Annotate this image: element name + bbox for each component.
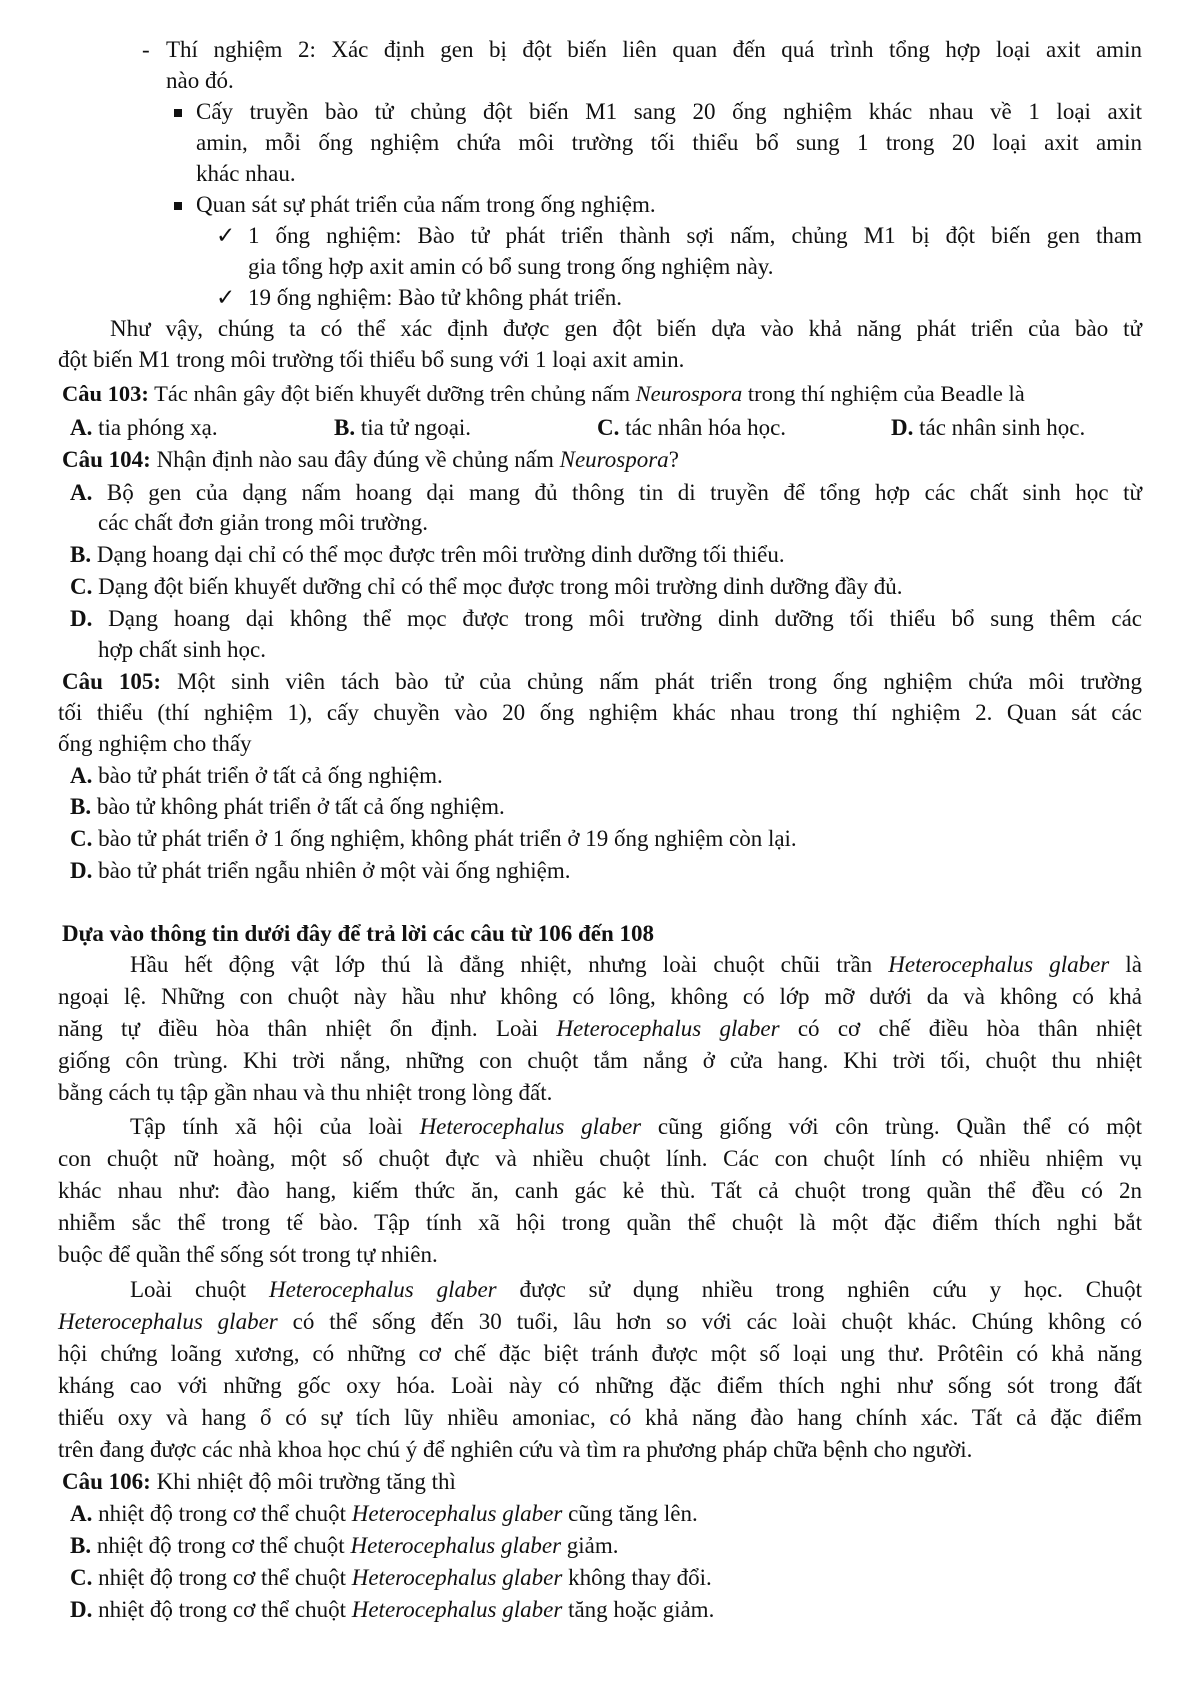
passage-p1-line1: Hầu hết động vật lớp thú là đẳng nhiệt, nhưng loài chuột chũi trần Heterocephalus glaber là <box>130 952 1142 977</box>
square-bullet-icon <box>174 109 182 117</box>
question-104: Câu 104: Nhận định nào sau đây đúng về chủng nấm Neurospora? <box>62 447 679 472</box>
q104-option-a-line2: các chất đơn giản trong môi trường. <box>98 510 428 535</box>
conclusion-line1: Như vậy, chúng ta có thể xác định được gen đột biến dựa vào khả năng phát triển của bào tử <box>110 316 1142 341</box>
q105-option-c: C. bào tử phát triển ở 1 ống nghiệm, không phát triển ở 19 ống nghiệm còn lại. <box>70 826 797 851</box>
bullet1-line2: amin, mỗi ống nghiệm chứa môi trường tối thiểu bổ sung 1 trong 20 loại axit amin <box>196 130 1142 155</box>
passage-p2-line2: con chuột nữ hoàng, một số chuột đực và nhiều chuột lính. Các con chuột lính có nhiều nhiệm vụ <box>58 1146 1142 1171</box>
passage-p1-line3: năng tự điều hòa thân nhiệt ổn định. Loài Heterocephalus glaber có cơ chế điều hòa thân nhiệt <box>58 1016 1142 1041</box>
passage-p3-line4: kháng cao với những gốc oxy hóa. Loài này có những đặc điểm thích nghi như sống sót trong đất <box>58 1373 1142 1398</box>
question-105-line2: tối thiểu (thí nghiệm 1), cấy chuyền vào 20 ống nghiệm khác nhau trong thí nghiệm 2. Quan sát các <box>58 700 1142 725</box>
passage-p3-line2: Heterocephalus glaber có thể sống đến 30 tuổi, lâu hơn so với các loài chuột khác. Chúng không có <box>58 1309 1142 1334</box>
bullet1-line3: khác nhau. <box>196 161 296 186</box>
question-105-line1: Câu 105: Một sinh viên tách bào tử của chủng nấm phát triển trong ống nghiệm chứa môi trường <box>62 669 1142 694</box>
check2-line: 19 ống nghiệm: Bào tử không phát triển. <box>248 285 623 310</box>
experiment2-line2: nào đó. <box>166 68 234 93</box>
passage-p1-line2: ngoại lệ. Những con chuột này hầu như không có lông, không có lớp mỡ dưới da và không có khả <box>58 984 1142 1009</box>
passage-p3-line6: trên đang được các nhà khoa học chú ý để nghiên cứu và tìm ra phương pháp chữa bệnh cho người. <box>58 1437 973 1462</box>
passage-p2-line4: nhiễm sắc thể trong tế bào. Tập tính xã hội trong quần thể chuột là một đặc điểm thích nghi bắt <box>58 1210 1142 1235</box>
bullet2-line: Quan sát sự phát triển của nấm trong ống nghiệm. <box>196 192 656 217</box>
q106-option-d: D. nhiệt độ trong cơ thể chuột Heterocephalus glaber tăng hoặc giảm. <box>70 1597 715 1622</box>
q105-option-a: A. bào tử phát triển ở tất cả ống nghiệm. <box>70 763 443 788</box>
check1-line1: 1 ống nghiệm: Bào tử phát triển thành sợi nấm, chủng M1 bị đột biến gen tham <box>248 223 1142 248</box>
checkmark-icon: ✓ <box>216 223 236 248</box>
q104-option-c: C. Dạng đột biến khuyết dưỡng chỉ có thể mọc được trong môi trường dinh dưỡng đầy đủ. <box>70 574 903 599</box>
square-bullet-icon <box>174 202 182 210</box>
question-106: Câu 106: Khi nhiệt độ môi trường tăng thì <box>62 1469 456 1494</box>
q103-option-d: D. tác nhân sinh học. <box>891 415 1086 440</box>
passage-p3-line1: Loài chuột Heterocephalus glaber được sử dụng nhiều trong nghiên cứu y học. Chuột <box>130 1277 1142 1302</box>
passage-p2-line3: khác nhau như: đào hang, kiếm thức ăn, canh gác kẻ thù. Tất cả chuột trong quần thể đều có 2n <box>58 1178 1142 1203</box>
checkmark-icon: ✓ <box>216 285 236 310</box>
q106-option-b: B. nhiệt độ trong cơ thể chuột Heterocephalus glaber giảm. <box>70 1533 619 1558</box>
passage-p1-line4: giống côn trùng. Khi trời nắng, những con chuột tắm nắng ở cửa hang. Khi trời tối, chuột thu nhiệt <box>58 1048 1142 1073</box>
passage-p3-line3: hội chứng loãng xương, có những cơ chế đặc biệt tránh được một số loại ung thư. Prôtêin có khả năng <box>58 1341 1142 1366</box>
passage-p2-line1: Tập tính xã hội của loài Heterocephalus glaber cũng giống với côn trùng. Quần thể có một <box>130 1114 1142 1139</box>
q105-option-b: B. bào tử không phát triển ở tất cả ống nghiệm. <box>70 794 505 819</box>
q103-option-b: B. tia tử ngoại. <box>334 415 472 440</box>
passage-p1-line5: bằng cách tụ tập gần nhau và thu nhiệt trong lòng đất. <box>58 1080 553 1105</box>
bullet1-line1: Cấy truyền bào tử chủng đột biến M1 sang 20 ống nghiệm khác nhau về 1 loại axit <box>196 99 1142 124</box>
passage-p2-line5: buộc để quần thể sống sót trong tự nhiên. <box>58 1242 438 1267</box>
passage-heading: Dựa vào thông tin dưới đây để trả lời các câu từ 106 đến 108 <box>62 921 655 946</box>
q104-option-b: B. Dạng hoang dại chỉ có thể mọc được trên môi trường dinh dưỡng tối thiểu. <box>70 542 785 567</box>
passage-p3-line5: thiếu oxy và hang ổ có sự tích lũy nhiều amoniac, có khả năng đào hang chính xác. Tất cả đặc điểm <box>58 1405 1142 1430</box>
q106-option-a: A. nhiệt độ trong cơ thể chuột Heterocephalus glaber cũng tăng lên. <box>70 1501 698 1526</box>
q103-option-c: C. tác nhân hóa học. <box>597 415 787 440</box>
check1-line2: gia tổng hợp axit amin có bổ sung trong ống nghiệm này. <box>248 254 774 279</box>
q104-option-d-line1: D. Dạng hoang dại không thể mọc được trong môi trường dinh dưỡng tối thiểu bổ sung thêm các <box>70 606 1142 631</box>
q106-option-c: C. nhiệt độ trong cơ thể chuột Heterocephalus glaber không thay đổi. <box>70 1565 712 1590</box>
q104-option-d-line2: hợp chất sinh học. <box>98 637 267 662</box>
dash-marker: - <box>142 37 150 62</box>
question-105-line3: ống nghiệm cho thấy <box>58 731 252 756</box>
conclusion-line2: đột biến M1 trong môi trường tối thiểu bổ sung với 1 loại axit amin. <box>58 347 685 372</box>
experiment2-line1: Thí nghiệm 2: Xác định gen bị đột biến liên quan đến quá trình tổng hợp loại axit amin <box>166 37 1142 62</box>
q103-option-a: A. tia phóng xạ. <box>70 415 218 440</box>
q105-option-d: D. bào tử phát triển ngẫu nhiên ở một vài ống nghiệm. <box>70 858 571 883</box>
question-103: Câu 103: Tác nhân gây đột biến khuyết dưỡng trên chủng nấm Neurospora trong thí nghiệm của Beadle là <box>62 381 1025 406</box>
q104-option-a-line1: A. Bộ gen của dạng nấm hoang dại mang đủ thông tin di truyền để tổng hợp các chất sinh học từ <box>70 480 1142 505</box>
